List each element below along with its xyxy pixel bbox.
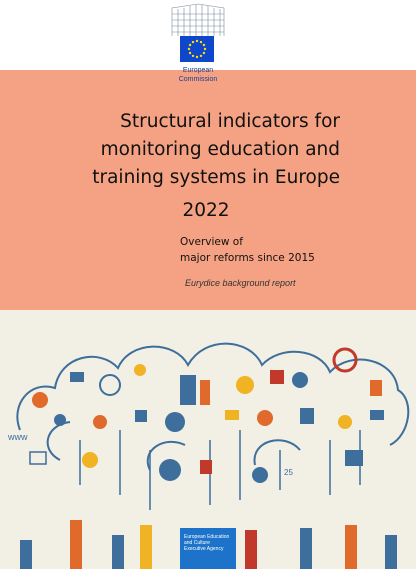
- report-type: Eurydice background report: [185, 278, 296, 288]
- eu-star: [189, 52, 191, 54]
- title-line2: monitoring education and: [100, 139, 340, 160]
- subtitle-line2: major reforms since 2015: [180, 252, 315, 264]
- eu-flag-icon: [180, 36, 214, 62]
- eu-star: [196, 40, 198, 42]
- title-line1: Structural indicators for: [120, 111, 340, 132]
- eu-star: [196, 56, 198, 58]
- eu-star: [192, 55, 194, 57]
- topic-icons: [30, 349, 384, 483]
- agency-line3: Executive Agency: [184, 546, 224, 552]
- agency-line2: and Culture: [184, 540, 210, 546]
- eu-star: [200, 41, 202, 43]
- eu-star: [203, 52, 205, 54]
- agency-line1: European Education: [184, 534, 230, 540]
- subtitle-line1: Overview of: [180, 236, 243, 248]
- eu-star: [189, 44, 191, 46]
- eu-star: [203, 44, 205, 46]
- berlaymont-building-icon: [168, 2, 228, 36]
- report-title: [40, 108, 340, 192]
- title-line3: training systems in Europe: [92, 167, 340, 188]
- report-subtitle: [180, 234, 315, 266]
- logo-line2: Commission: [178, 76, 218, 83]
- eacea-logo: [180, 528, 236, 569]
- eu-star: [204, 48, 206, 50]
- connector-lines: [80, 430, 360, 510]
- eu-star: [188, 48, 190, 50]
- cover-header: [0, 0, 416, 83]
- eu-star: [200, 55, 202, 57]
- european-commission-logo: [160, 2, 236, 94]
- logo-line1: European: [182, 67, 214, 74]
- report-year: 2022: [182, 200, 230, 221]
- eu-star: [192, 41, 194, 43]
- calendar-day-label: 25: [284, 468, 293, 477]
- www-label: www: [8, 432, 28, 442]
- logo-wordmark: [160, 66, 236, 84]
